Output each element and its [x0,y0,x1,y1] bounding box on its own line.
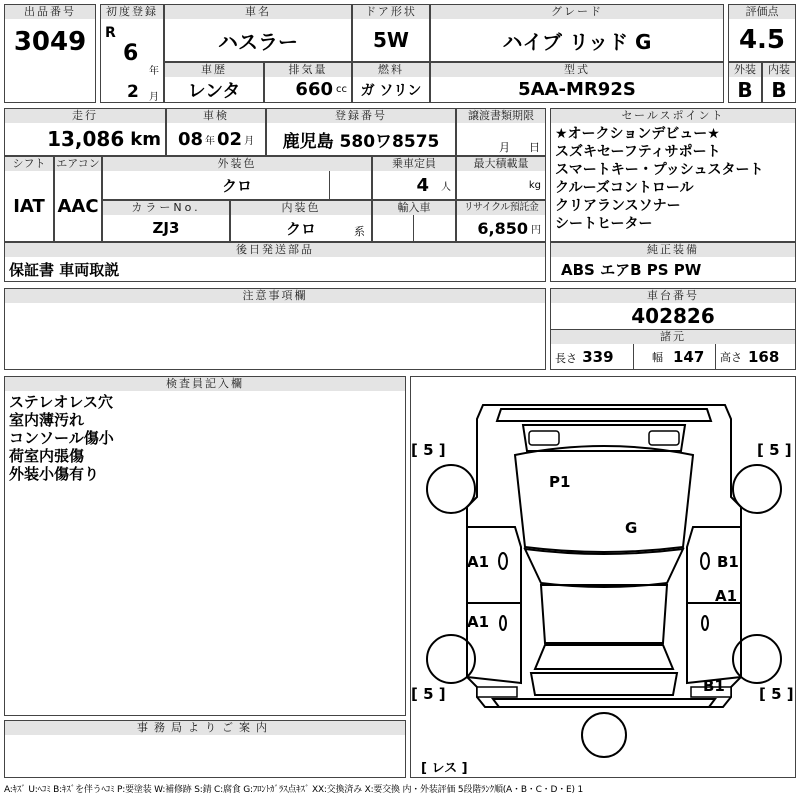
interior-color: クロ [285,219,316,238]
chassis-number: 402826 [631,304,715,328]
displacement-cell [264,62,352,103]
equipment: ABS エアB PS PW [561,260,702,279]
lot-no: 3049 [13,26,87,57]
door-cell [352,4,430,62]
car-name-cell [164,4,352,62]
tire-fl: [ 5 ] [411,441,446,459]
length: 339 [582,348,614,366]
year-unit: 年 [149,66,159,77]
color-cell [102,156,372,200]
notes-cell [4,288,546,370]
capacity-cell [372,156,456,200]
lamp-fr [649,431,679,445]
model: 5AA-MR92S [518,79,636,100]
mark-left-front-door: A1 [467,553,490,571]
grade: ハイブ リッド G [502,29,652,54]
wheel-fl [427,465,475,513]
wheel-fr [733,465,781,513]
history-label: 車歴 [165,63,263,77]
history-cell [164,62,264,103]
color-no-label: カラーNo. [103,201,229,215]
displacement: 660 [295,79,333,100]
interior-color-unit: 系 [354,225,365,238]
later-parts: 保証書 車両取説 [9,260,120,279]
ac-cell [54,156,102,242]
mileage-cell [4,108,166,156]
interior-color-label: 内装色 [231,201,371,215]
color-no-cell [102,200,230,242]
mark-roof: P1 [549,473,571,491]
history: レンタ [187,80,241,102]
load-label: 最大積載量 [457,157,545,171]
car-name-label: 車名 [165,5,351,19]
import-cell [372,200,456,242]
transfer-label: 譲渡書類期限 [457,109,545,123]
inspector-note-line: ステレオレス穴 [9,393,113,411]
grade-cell [430,4,724,62]
ac-label: エアコン [56,157,100,170]
inspector-note-line: 室内薄汚れ [9,411,85,429]
month-unit: 月 [149,92,159,103]
legend: A:ｷｽﾞ U:ﾍｺﾐ B:ｷｽﾞを伴うﾍｺﾐ P:要塗装 W:補修跡 S:錆 C:腐食 G:ﾌﾛﾝﾄｶﾞﾗｽ点ｷｽﾞ XX:交換済み X:要交換 内・外装評価 5段階ﾗﾝｸ順(A・B・C・D・E) 1 [4,785,583,795]
chassis-label: 車台番号 [551,289,795,303]
office-cell [4,720,406,778]
shift-cell [4,156,54,242]
interior-label: 内装 [763,63,795,77]
rear-bumper [493,699,715,707]
load-unit: kg [528,179,541,191]
transfer-day-unit: 日 [529,141,540,154]
score: 4.5 [738,25,786,55]
insp-month: 02 [217,128,243,150]
equipment-cell [550,242,796,282]
recycle-label: リサイクル預託金 [457,201,545,215]
reg-year: 6 [123,41,139,66]
mark-left-rear-door: A1 [467,613,490,631]
plate: 鹿児島 580ワ8575 [282,131,440,152]
height: 168 [748,348,780,366]
interior-grade-cell [762,62,796,103]
plate-label: 登録番号 [267,109,455,123]
lot-no-cell [4,4,96,103]
mark-right-rear-door: A1 [715,587,738,605]
front-bumper [497,409,711,421]
sales-point-item: クルーズコントロール [555,180,694,196]
hood [515,446,693,552]
exterior-grade: B [737,77,753,102]
equipment-label: 純正装備 [551,243,795,257]
plate-cell [266,108,456,156]
interior-grade: B [771,77,787,102]
load-cell [456,156,546,200]
inspector-note-line: 荷室内張傷 [9,447,85,465]
interior-color-cell [230,200,372,242]
door-label: ドア形状 [353,5,429,19]
chassis-cell [550,288,796,370]
mileage: 13,086 [47,127,125,151]
capacity: 4 [416,174,429,196]
sales-points-cell [550,108,796,242]
length-label: 長さ [555,352,577,365]
car-diagram-svg [411,377,796,778]
lot-no-label: 出品番号 [5,5,95,19]
score-label: 評価点 [729,5,795,19]
recycle-cell [456,200,546,242]
dims-label: 諸元 [551,329,795,344]
import-label: 輸入車 [373,201,455,215]
door: 5W [373,28,409,52]
inspector-note-line: コンソール傷小 [9,429,114,447]
inspection-cell [166,108,266,156]
handle-right [702,616,708,630]
mark-hood: G [625,519,638,537]
later-parts-cell [4,242,546,282]
mileage-unit: km [130,128,161,150]
roof [541,585,667,643]
later-parts-label: 後日発送部品 [5,243,545,257]
inspection-label: 車検 [167,109,265,123]
era: R [105,25,116,41]
mark-rear-right: B1 [703,677,725,695]
first-reg-label: 初度登録 [101,5,163,19]
fuel-cell [352,62,430,103]
transfer-cell [456,108,546,156]
windshield [525,549,683,587]
office-label: 事務局よりご案内 [5,721,405,735]
mirror-left [499,553,507,569]
fuel-label: 燃料 [353,63,429,77]
lamp-rl [477,687,517,697]
shift-label: シフト [5,157,53,171]
sales-point-item: シートヒーター [555,216,653,232]
grade-label: グレード [431,5,723,19]
width: 147 [673,348,705,366]
mileage-label: 走行 [5,109,165,123]
transfer-month-unit: 月 [499,141,510,154]
tire-rr: [ 5 ] [759,685,794,703]
inspector-label: 検査員記入欄 [5,377,405,391]
sales-point-item: クリアランスソナー [555,198,681,214]
shift: IAT [13,195,45,217]
recycle: 6,850 [477,218,528,238]
sales-point-item: ★オークションデビュー★ [555,126,720,142]
inspector-note-line: 外装小傷有り [9,465,100,483]
car-name: ハスラー [218,29,298,54]
mark-right-front-door: B1 [717,553,739,571]
displacement-unit: cc [336,84,347,95]
score-cell [728,4,796,62]
reg-month: 2 [127,82,139,102]
insp-year: 08 [177,128,203,150]
color: クロ [221,176,252,195]
condition-diagram [410,376,796,778]
tailgate [531,673,677,695]
model-label: 型式 [431,63,723,77]
color-label: 外装色 [103,157,371,171]
notes-label: 注意事項欄 [5,289,545,303]
mirror-right [701,553,709,569]
spare-tire: [ レス ] [421,761,468,776]
sales-point-item: スマートキー・プッシュスタート [555,162,764,178]
fuel: ガ ソリン [360,82,422,99]
spare-wheel [582,713,626,757]
handle-left [500,616,506,630]
tire-fr: [ 5 ] [757,441,792,459]
capacity-unit: 人 [441,181,451,193]
exterior-label: 外装 [729,63,761,77]
sales-points-label: セールスポイント [551,109,795,123]
model-cell [430,62,724,103]
exterior-grade-cell [728,62,762,103]
width-label: 幅 [652,351,663,364]
inspector-cell [4,376,406,716]
displacement-label: 排気量 [265,63,351,77]
sales-point-item: スズキセーフティサポート [555,144,721,160]
capacity-label: 乗車定員 [373,157,455,171]
insp-year-unit: 年 [205,135,215,147]
sales-points-list [551,123,795,235]
color-no: ZJ3 [152,219,180,237]
first-reg-cell [100,4,164,103]
insp-month-unit: 月 [244,135,255,147]
inspector-notes [5,391,405,485]
tire-rl: [ 5 ] [411,685,446,703]
lamp-fl [529,431,559,445]
ac: AAC [57,195,99,217]
rear-glass [535,645,673,669]
recycle-unit: 円 [531,224,541,236]
height-label: 高さ [720,351,742,364]
